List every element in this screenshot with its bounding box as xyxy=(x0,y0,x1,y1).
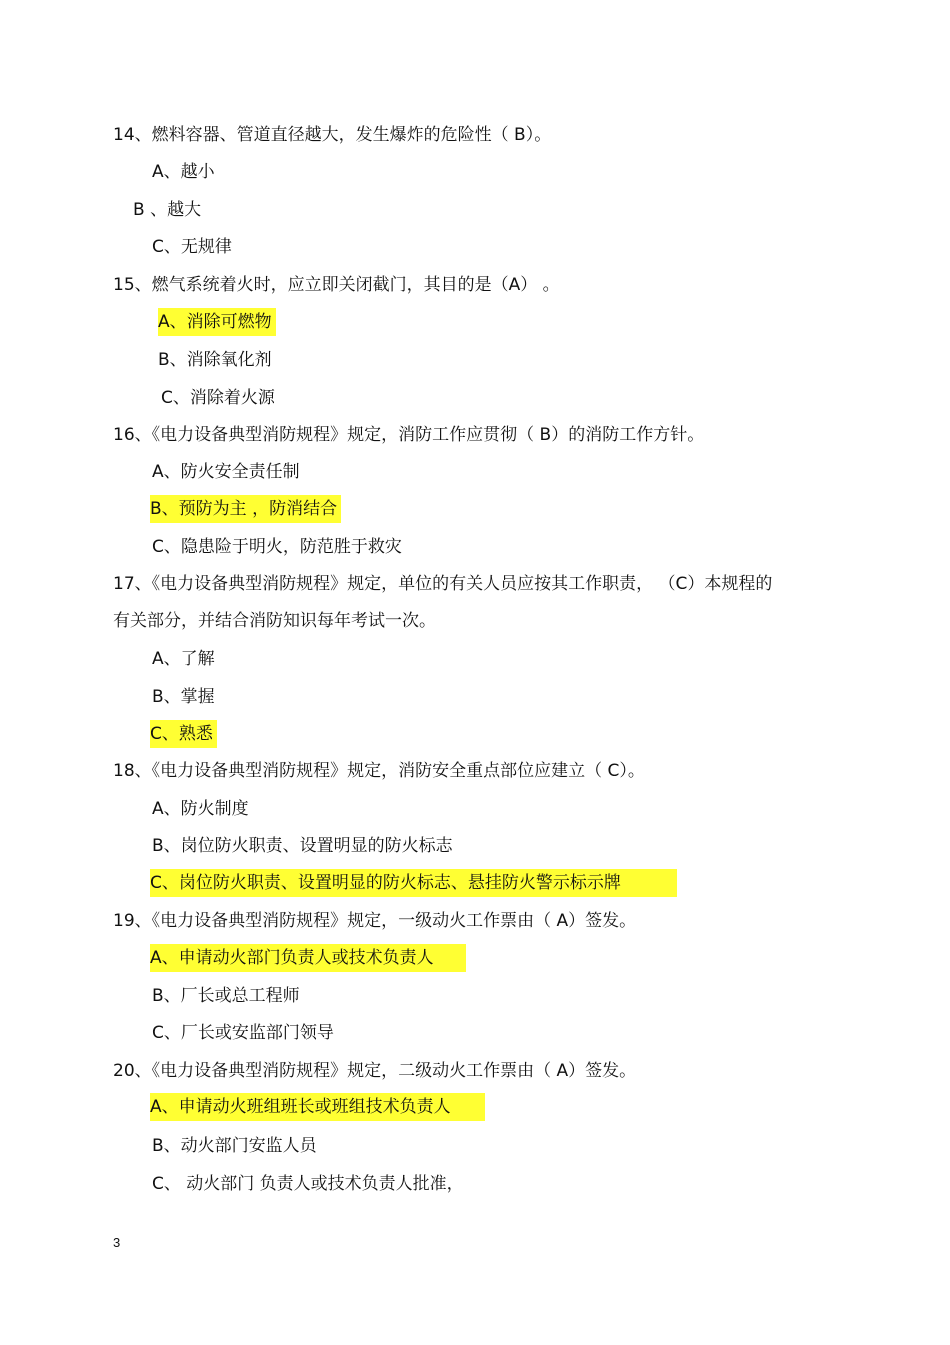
question-18-option-a: A、防火制度 xyxy=(152,799,249,819)
question-18-option-c-answer: C、岗位防火职责、设置明显的防火标志、悬挂防火警示标示牌 xyxy=(150,869,677,897)
question-14-option-c: C、无规律 xyxy=(152,237,232,257)
question-14-option-a: A、越小 xyxy=(152,162,215,182)
question-19-option-c: C、厂长或安监部门领导 xyxy=(152,1023,334,1043)
question-17-option-a: A、了解 xyxy=(152,649,215,669)
question-18-stem: 18、《电力设备典型消防规程》规定，消防安全重点部位应建立（ C）。 xyxy=(113,761,645,781)
question-16-option-a: A、防火安全责任制 xyxy=(152,462,300,482)
question-16-stem: 16、《电力设备典型消防规程》规定，消防工作应贯彻（ B）的消防工作方针。 xyxy=(113,425,705,445)
page-number: 3 xyxy=(113,1235,121,1250)
question-17-option-b: B、掌握 xyxy=(152,687,215,707)
question-18-option-b: B、岗位防火职责、设置明显的防火标志 xyxy=(152,836,453,856)
question-14-option-b: B 、越大 xyxy=(133,200,202,220)
question-15-option-c: C、消除着火源 xyxy=(161,388,275,408)
question-15-option-a-answer: A、消除可燃物 xyxy=(158,308,276,336)
question-17-stem-line-1: 17、《电力设备典型消防规程》规定，单位的有关人员应按其工作职责， （C）本规程的 xyxy=(113,574,773,594)
question-15-stem: 15、燃气系统着火时，应立即关闭截门，其目的是（A） 。 xyxy=(113,275,560,295)
question-16-option-c: C、隐患险于明火，防范胜于救灾 xyxy=(152,537,402,557)
question-19-option-b: B、厂长或总工程师 xyxy=(152,986,300,1006)
question-19-option-a-answer: A、申请动火部门负责人或技术负责人 xyxy=(150,944,466,972)
question-20-option-c: C、 动火部门 负责人或技术负责人批准， xyxy=(152,1174,464,1194)
question-19-stem: 19、《电力设备典型消防规程》规定，一级动火工作票由（ A）签发。 xyxy=(113,911,637,931)
question-17-option-c-answer: C、熟悉 xyxy=(150,720,217,748)
question-15-option-b: B、消除氧化剂 xyxy=(158,350,272,370)
question-16-option-b-answer: B、预防为主 ，防消结合 xyxy=(150,495,341,523)
question-20-option-a-answer: A、申请动火班组班长或班组技术负责人 xyxy=(150,1093,485,1121)
question-20-option-b: B、动火部门安监人员 xyxy=(152,1136,317,1156)
question-14-stem: 14、燃料容器、管道直径越大，发生爆炸的危险性（ B）。 xyxy=(113,125,552,145)
question-20-stem: 20、《电力设备典型消防规程》规定，二级动火工作票由（ A）签发。 xyxy=(113,1061,637,1081)
question-17-stem-line-2: 有关部分，并结合消防知识每年考试一次。 xyxy=(113,611,436,631)
